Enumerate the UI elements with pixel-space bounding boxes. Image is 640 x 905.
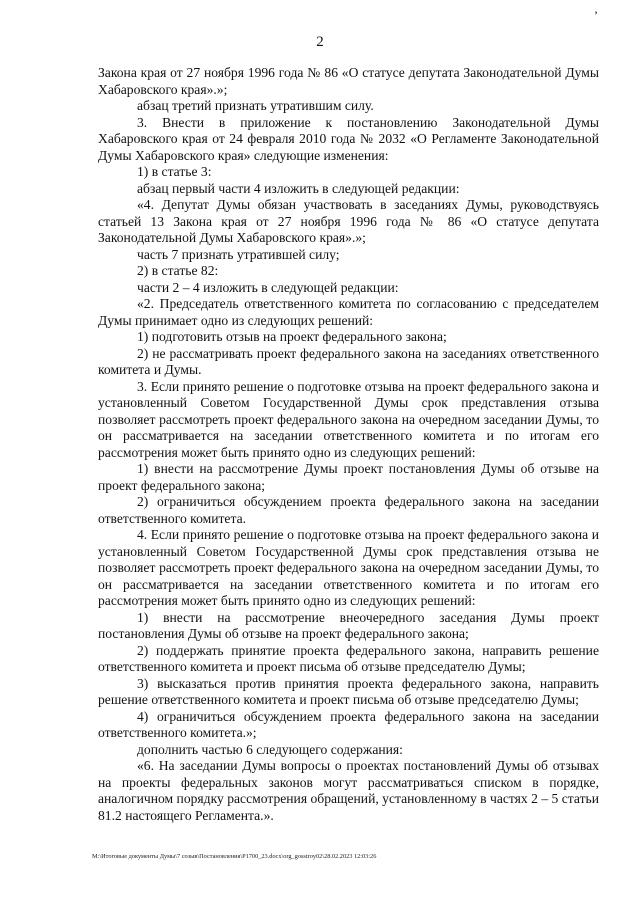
paragraph: 2) не рассматривать проект федерального закона на заседаниях ответственного комитета и Думы.: [98, 345, 599, 377]
paragraph: 3) высказаться против принятия проекта федерального закона, направить решение ответственного комитета и проект письма об отзыве председателю Думы;: [98, 675, 599, 707]
footer-file-path: M:\Итоговые документы Думы\7 созыв\Постановления\Р1700_23.docx\org_gosstroy02\28.02.2023 12:03:26: [92, 853, 377, 860]
corner-mark: ’: [594, 8, 598, 22]
page-number: 2: [316, 34, 324, 50]
document-body: [98, 65, 599, 824]
paragraph: 1) внести на рассмотрение внеочередного заседания Думы проект постановления Думы об отзыве на проект федерального закона;: [98, 609, 599, 641]
paragraph: 3. Внести в приложение к постановлению Законодательной Думы Хабаровского края от 24 февраля 2010 года № 2032 «О Регламенте Законодательной Думы Хабаровского края» следующие изменения:: [98, 114, 599, 163]
paragraph: 4) ограничиться обсуждением проекта федерального закона на заседании ответственного комитета.»;: [98, 708, 599, 740]
paragraph: 1) в статье 3:: [137, 164, 212, 179]
paragraph: дополнить частью 6 следующего содержания:: [137, 741, 403, 757]
paragraph: Закона края от 27 ноября 1996 года № 86 «О статусе депутата Законодательной Думы Хабаровского края».»;: [98, 65, 599, 97]
paragraph: «6. На заседании Думы вопросы о проектах постановлений Думы об отзывах на проекты федеральных законов могут рассматриваться списком в порядке, аналогичном порядку рассмотрения обращений, установленному в частях 2 – 5 статьи 81.2 настоящего Регламента.».: [98, 758, 599, 823]
paragraph: 1) внести на рассмотрение Думы проект постановления Думы об отзыве на проект федерального закона;: [98, 461, 599, 493]
paragraph: абзац третий признать утратившим силу.: [137, 98, 374, 113]
paragraph: 2) ограничиться обсуждением проекта федерального закона на заседании ответственного комитета.: [98, 494, 599, 526]
paragraph: «4. Депутат Думы обязан участвовать в заседаниях Думы, руководствуясь статьей 13 Закона края от 27 ноября 1996 года № 86 «О статусе депутата Законодательной Думы Хабаровского края».»;: [98, 197, 599, 245]
paragraph: «2. Председатель ответственного комитета по согласованию с председателем Думы принимает одно из следующих решений:: [98, 296, 599, 328]
paragraph: 3. Если принято решение о подготовке отзыва на проект федерального закона и установленный Советом Государственной Думы срок представления отзыва позволяет рассмотреть проект федерального закона на очередном заседании Думы, то он рассматривается на заседании ответственного комитета и по итогам его рассмотрения может быть принято одно из следующих решений:: [98, 378, 599, 460]
paragraph: абзац первый части 4 изложить в следующей редакции:: [137, 180, 460, 196]
paragraph: части 2 – 4 изложить в следующей редакции:: [137, 279, 399, 295]
paragraph: 1) подготовить отзыв на проект федерального закона;: [137, 329, 447, 344]
paragraph: часть 7 признать утратившей силу;: [137, 246, 340, 262]
paragraph: 2) поддержать принятие проекта федерального закона, направить решение ответственного комитета и проект письма об отзыве председателю Думы;: [98, 642, 599, 674]
paragraph: 4. Если принято решение о подготовке отзыва на проект федерального закона и установленный Советом Государственной Думы срок представления отзыва не позволяет рассмотреть проект федерального закона на очередном заседании Думы, то он рассматривается на заседании ответственного комитета и по итогам его рассмотрения может быть принято одно из следующих решений:: [98, 527, 599, 608]
paragraph: 2) в статье 82:: [137, 263, 219, 278]
